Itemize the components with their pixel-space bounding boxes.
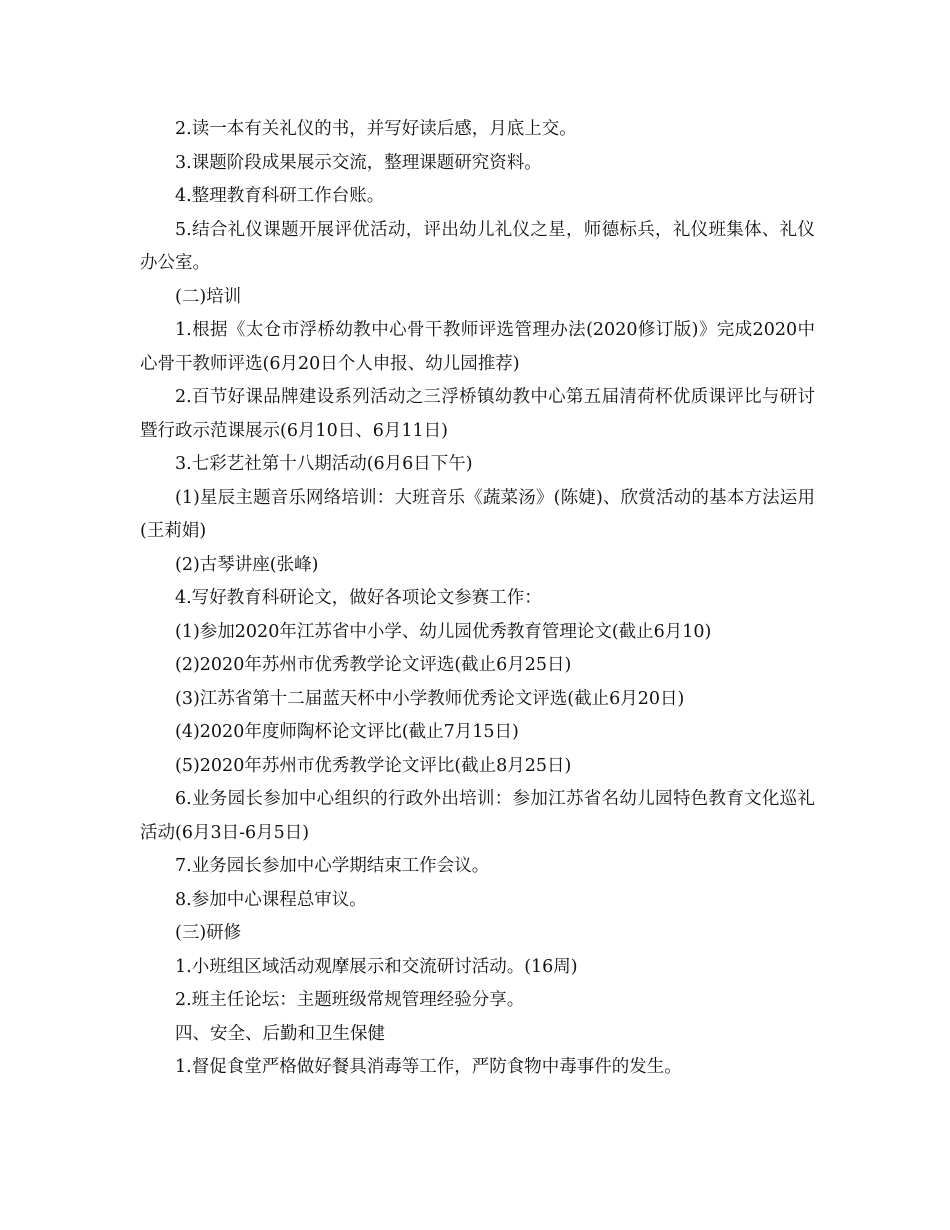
paragraph: 3.七彩艺社第十八期活动(6月6日下午) <box>175 454 473 474</box>
document-body <box>140 113 815 1085</box>
paragraph: (1)星辰主题音乐网络培训：大班音乐《蔬菜汤》(陈婕)、欣赏活动的基本方法运用(王莉娟) <box>140 487 815 541</box>
paragraph: 4.写好教育科研论文，做好各项论文参赛工作： <box>175 588 542 608</box>
paragraph: 1.根据《太仓市浮桥幼教中心骨干教师评选管理办法(2020修订版)》完成2020中心骨干教师评选(6月20日个人申报、幼儿园推荐) <box>140 320 815 374</box>
paragraph: 1.督促食堂严格做好餐具消毒等工作，严防食物中毒事件的发生。 <box>175 1057 682 1077</box>
paragraph: 7.业务园长参加中心学期结束工作会议。 <box>175 856 490 876</box>
paragraph: (3)江苏省第十二届蓝天杯中小学教师优秀论文评选(截止6月20日) <box>175 688 685 709</box>
paragraph: (5)2020年苏州市优秀教学论文评比(截止8月25日) <box>175 755 572 776</box>
paragraph: 1.小班组区域活动观摩展示和交流研讨活动。(16周) <box>175 956 578 977</box>
paragraph: (4)2020年度师陶杯论文评比(截止7月15日) <box>175 722 519 742</box>
paragraph: (1)参加2020年江苏省中小学、幼儿园优秀教育管理论文(截止6月10) <box>175 621 712 642</box>
paragraph: 2.班主任论坛：主题班级常规管理经验分享。 <box>175 990 525 1010</box>
section-heading: 四、安全、后勤和卫生保健 <box>175 1023 385 1044</box>
paragraph: 5.结合礼仪课题开展评优活动，评出幼儿礼仪之星，师德标兵，礼仪班集体、礼仪办公室。 <box>140 219 815 273</box>
paragraph: 2.百节好课品牌建设系列活动之三浮桥镇幼教中心第五届清荷杯优质课评比与研讨暨行政示范课展示(6月10日、6月11日) <box>140 387 815 441</box>
paragraph: (2)2020年苏州市优秀教学论文评选(截止6月25日) <box>175 655 572 675</box>
paragraph: 4.整理教育科研工作台账。 <box>175 186 385 206</box>
paragraph: 2.读一本有关礼仪的书，并写好读后感，月底上交。 <box>175 119 577 139</box>
paragraph: 3.课题阶段成果展示交流，整理课题研究资料。 <box>175 152 542 173</box>
section-heading: (三)研修 <box>175 923 242 943</box>
paragraph: 8.参加中心课程总审议。 <box>175 889 367 910</box>
paragraph: (2)古琴讲座(张峰) <box>175 554 319 575</box>
paragraph: 6.业务园长参加中心组织的行政外出培训：参加江苏省名幼儿园特色教育文化巡礼活动(6月3日-6月5日) <box>140 789 815 843</box>
section-heading: (二)培训 <box>175 286 242 307</box>
